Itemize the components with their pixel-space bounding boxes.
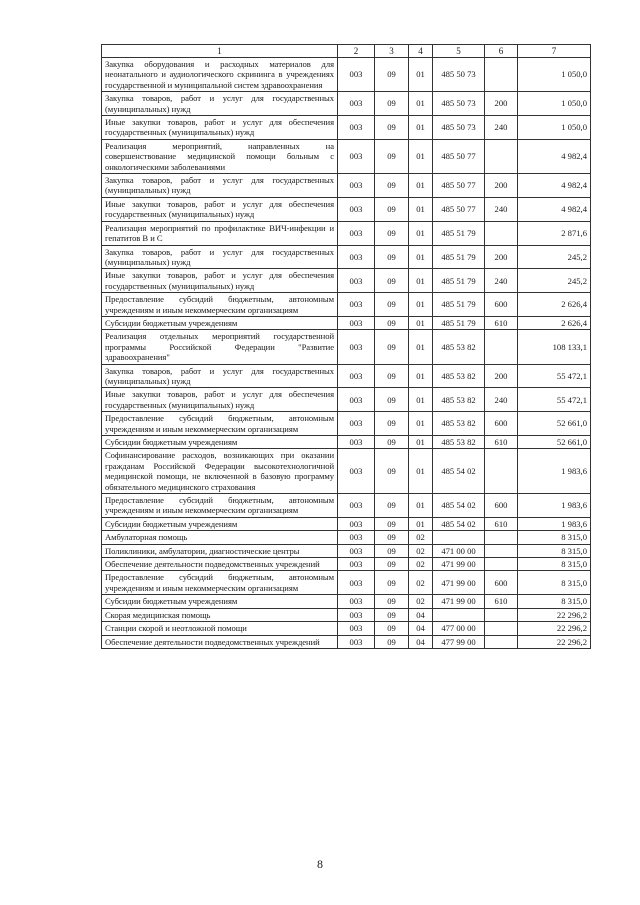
item-name-cell: Иные закупки товаров, работ и услуг для обеспечения государственных (муниципальных) нужд bbox=[102, 269, 338, 293]
subsection-code-cell: 02 bbox=[409, 595, 433, 608]
expense-type-code-cell: 240 bbox=[485, 269, 518, 293]
section-code-cell: 09 bbox=[375, 571, 409, 595]
subsection-code-cell: 01 bbox=[409, 412, 433, 436]
amount-cell: 1 050,0 bbox=[518, 116, 591, 140]
section-code-cell: 09 bbox=[375, 139, 409, 173]
table-row bbox=[102, 245, 591, 269]
item-name-cell: Реализация мероприятий по профилактике ВИЧ-инфекции и гепатитов В и С bbox=[102, 221, 338, 245]
expense-type-code-cell: 240 bbox=[485, 388, 518, 412]
item-name-cell: Иные закупки товаров, работ и услуг для обеспечения государственных (муниципальных) нужд bbox=[102, 116, 338, 140]
target-article-code-cell: 477 99 00 bbox=[433, 635, 485, 648]
table-row bbox=[102, 494, 591, 518]
column-number-row bbox=[102, 45, 591, 58]
subsection-code-cell: 02 bbox=[409, 558, 433, 571]
subsection-code-cell: 01 bbox=[409, 58, 433, 92]
subsection-code-cell: 01 bbox=[409, 197, 433, 221]
subsection-code-cell: 02 bbox=[409, 544, 433, 557]
item-name-cell: Субсидии бюджетным учреждениям bbox=[102, 316, 338, 329]
ministry-code-cell: 003 bbox=[338, 92, 375, 116]
expense-type-code-cell: 600 bbox=[485, 293, 518, 317]
amount-cell: 8 315,0 bbox=[518, 571, 591, 595]
target-article-code-cell: 471 99 00 bbox=[433, 595, 485, 608]
table-row bbox=[102, 364, 591, 388]
table-row bbox=[102, 436, 591, 449]
target-article-code-cell: 485 51 79 bbox=[433, 293, 485, 317]
col-header-7: 7 bbox=[518, 45, 591, 58]
subsection-code-cell: 01 bbox=[409, 92, 433, 116]
ministry-code-cell: 003 bbox=[338, 595, 375, 608]
amount-cell: 8 315,0 bbox=[518, 595, 591, 608]
expense-type-code-cell: 610 bbox=[485, 517, 518, 530]
item-name-cell: Софинансирование расходов, возникающих при оказании гражданам Российской Федерации высокотехнологичной медицинской помощи, не включенной в базовую программу обязательного медицинского страхования bbox=[102, 449, 338, 494]
target-article-code-cell bbox=[433, 608, 485, 621]
subsection-code-cell: 01 bbox=[409, 221, 433, 245]
target-article-code-cell: 485 50 77 bbox=[433, 139, 485, 173]
expense-type-code-cell bbox=[485, 330, 518, 364]
table-row bbox=[102, 595, 591, 608]
expense-type-code-cell: 240 bbox=[485, 197, 518, 221]
amount-cell: 22 296,2 bbox=[518, 635, 591, 648]
target-article-code-cell: 485 53 82 bbox=[433, 412, 485, 436]
section-code-cell: 09 bbox=[375, 412, 409, 436]
item-name-cell: Станции скорой и неотложной помощи bbox=[102, 622, 338, 635]
target-article-code-cell: 485 50 77 bbox=[433, 174, 485, 198]
expense-type-code-cell: 200 bbox=[485, 245, 518, 269]
amount-cell: 52 661,0 bbox=[518, 436, 591, 449]
expense-type-code-cell: 610 bbox=[485, 316, 518, 329]
section-code-cell: 09 bbox=[375, 494, 409, 518]
ministry-code-cell: 003 bbox=[338, 269, 375, 293]
amount-cell: 1 050,0 bbox=[518, 92, 591, 116]
page-number: 8 bbox=[317, 857, 323, 871]
ministry-code-cell: 003 bbox=[338, 364, 375, 388]
table-row bbox=[102, 316, 591, 329]
amount-cell: 22 296,2 bbox=[518, 608, 591, 621]
target-article-code-cell: 485 51 79 bbox=[433, 221, 485, 245]
ministry-code-cell: 003 bbox=[338, 58, 375, 92]
section-code-cell: 09 bbox=[375, 558, 409, 571]
item-name-cell: Реализация отдельных мероприятий государственной программы Российской Федерации "Развитие здравоохранения" bbox=[102, 330, 338, 364]
target-article-code-cell: 485 53 82 bbox=[433, 364, 485, 388]
ministry-code-cell: 003 bbox=[338, 293, 375, 317]
ministry-code-cell: 003 bbox=[338, 245, 375, 269]
subsection-code-cell: 02 bbox=[409, 571, 433, 595]
table-row bbox=[102, 221, 591, 245]
table-row bbox=[102, 571, 591, 595]
expense-type-code-cell bbox=[485, 449, 518, 494]
section-code-cell: 09 bbox=[375, 449, 409, 494]
table-row bbox=[102, 635, 591, 648]
expense-type-code-cell bbox=[485, 622, 518, 635]
amount-cell: 1 050,0 bbox=[518, 58, 591, 92]
subsection-code-cell: 01 bbox=[409, 245, 433, 269]
expense-type-code-cell bbox=[485, 635, 518, 648]
expense-type-code-cell bbox=[485, 58, 518, 92]
table-row bbox=[102, 558, 591, 571]
section-code-cell: 09 bbox=[375, 221, 409, 245]
subsection-code-cell: 01 bbox=[409, 517, 433, 530]
item-name-cell: Поликлиники, амбулатории, диагностические центры bbox=[102, 544, 338, 557]
target-article-code-cell: 485 54 02 bbox=[433, 494, 485, 518]
target-article-code-cell: 485 50 73 bbox=[433, 116, 485, 140]
target-article-code-cell: 485 50 77 bbox=[433, 197, 485, 221]
target-article-code-cell: 485 53 82 bbox=[433, 388, 485, 412]
subsection-code-cell: 01 bbox=[409, 293, 433, 317]
target-article-code-cell: 471 99 00 bbox=[433, 571, 485, 595]
subsection-code-cell: 01 bbox=[409, 494, 433, 518]
ministry-code-cell: 003 bbox=[338, 116, 375, 140]
target-article-code-cell: 485 53 82 bbox=[433, 436, 485, 449]
ministry-code-cell: 003 bbox=[338, 197, 375, 221]
amount-cell: 55 472,1 bbox=[518, 388, 591, 412]
ministry-code-cell: 003 bbox=[338, 635, 375, 648]
amount-cell: 245,2 bbox=[518, 245, 591, 269]
table-body bbox=[102, 58, 591, 649]
item-name-cell: Закупка товаров, работ и услуг для государственных (муниципальных) нужд bbox=[102, 174, 338, 198]
subsection-code-cell: 04 bbox=[409, 635, 433, 648]
table-row bbox=[102, 412, 591, 436]
expense-type-code-cell: 600 bbox=[485, 412, 518, 436]
target-article-code-cell: 485 51 79 bbox=[433, 316, 485, 329]
target-article-code-cell: 485 54 02 bbox=[433, 517, 485, 530]
amount-cell: 1 983,6 bbox=[518, 517, 591, 530]
amount-cell: 52 661,0 bbox=[518, 412, 591, 436]
amount-cell: 4 982,4 bbox=[518, 174, 591, 198]
item-name-cell: Иные закупки товаров, работ и услуг для обеспечения государственных (муниципальных) нужд bbox=[102, 197, 338, 221]
section-code-cell: 09 bbox=[375, 293, 409, 317]
section-code-cell: 09 bbox=[375, 364, 409, 388]
ministry-code-cell: 003 bbox=[338, 221, 375, 245]
col-header-1: 1 bbox=[102, 45, 338, 58]
expense-type-code-cell bbox=[485, 558, 518, 571]
section-code-cell: 09 bbox=[375, 245, 409, 269]
target-article-code-cell: 485 50 73 bbox=[433, 92, 485, 116]
col-header-3: 3 bbox=[375, 45, 409, 58]
table-row bbox=[102, 531, 591, 544]
item-name-cell: Закупка товаров, работ и услуг для государственных (муниципальных) нужд bbox=[102, 245, 338, 269]
table-row bbox=[102, 293, 591, 317]
target-article-code-cell bbox=[433, 531, 485, 544]
expense-type-code-cell: 240 bbox=[485, 116, 518, 140]
section-code-cell: 09 bbox=[375, 58, 409, 92]
table-row bbox=[102, 269, 591, 293]
expense-type-code-cell bbox=[485, 139, 518, 173]
amount-cell: 2 626,4 bbox=[518, 316, 591, 329]
ministry-code-cell: 003 bbox=[338, 388, 375, 412]
ministry-code-cell: 003 bbox=[338, 436, 375, 449]
amount-cell: 245,2 bbox=[518, 269, 591, 293]
item-name-cell: Обеспечение деятельности подведомственных учреждений bbox=[102, 558, 338, 571]
ministry-code-cell: 003 bbox=[338, 544, 375, 557]
ministry-code-cell: 003 bbox=[338, 558, 375, 571]
ministry-code-cell: 003 bbox=[338, 449, 375, 494]
subsection-code-cell: 01 bbox=[409, 316, 433, 329]
expense-type-code-cell bbox=[485, 544, 518, 557]
amount-cell: 8 315,0 bbox=[518, 558, 591, 571]
target-article-code-cell: 485 53 82 bbox=[433, 330, 485, 364]
expense-type-code-cell: 200 bbox=[485, 364, 518, 388]
amount-cell: 4 982,4 bbox=[518, 197, 591, 221]
section-code-cell: 09 bbox=[375, 595, 409, 608]
subsection-code-cell: 04 bbox=[409, 608, 433, 621]
subsection-code-cell: 01 bbox=[409, 330, 433, 364]
ministry-code-cell: 003 bbox=[338, 139, 375, 173]
ministry-code-cell: 003 bbox=[338, 531, 375, 544]
amount-cell: 1 983,6 bbox=[518, 494, 591, 518]
table-row bbox=[102, 449, 591, 494]
subsection-code-cell: 02 bbox=[409, 531, 433, 544]
section-code-cell: 09 bbox=[375, 436, 409, 449]
item-name-cell: Предоставление субсидий бюджетным, автономным учреждениям и иным некоммерческим организациям bbox=[102, 412, 338, 436]
ministry-code-cell: 003 bbox=[338, 174, 375, 198]
section-code-cell: 09 bbox=[375, 174, 409, 198]
item-name-cell: Предоставление субсидий бюджетным, автономным учреждениям и иным некоммерческим организациям bbox=[102, 571, 338, 595]
subsection-code-cell: 01 bbox=[409, 364, 433, 388]
item-name-cell: Закупка товаров, работ и услуг для государственных (муниципальных) нужд bbox=[102, 364, 338, 388]
section-code-cell: 09 bbox=[375, 316, 409, 329]
target-article-code-cell: 485 51 79 bbox=[433, 269, 485, 293]
ministry-code-cell: 003 bbox=[338, 622, 375, 635]
item-name-cell: Обеспечение деятельности подведомственных учреждений bbox=[102, 635, 338, 648]
table-row bbox=[102, 544, 591, 557]
item-name-cell: Амбулаторная помощь bbox=[102, 531, 338, 544]
budget-table-sheet bbox=[101, 44, 590, 649]
budget-table bbox=[101, 44, 591, 649]
subsection-code-cell: 01 bbox=[409, 174, 433, 198]
table-row bbox=[102, 608, 591, 621]
ministry-code-cell: 003 bbox=[338, 517, 375, 530]
section-code-cell: 09 bbox=[375, 635, 409, 648]
expense-type-code-cell: 200 bbox=[485, 92, 518, 116]
amount-cell: 1 983,6 bbox=[518, 449, 591, 494]
ministry-code-cell: 003 bbox=[338, 494, 375, 518]
table-row bbox=[102, 517, 591, 530]
expense-type-code-cell: 600 bbox=[485, 571, 518, 595]
amount-cell: 8 315,0 bbox=[518, 544, 591, 557]
amount-cell: 22 296,2 bbox=[518, 622, 591, 635]
table-row bbox=[102, 622, 591, 635]
section-code-cell: 09 bbox=[375, 330, 409, 364]
table-row bbox=[102, 174, 591, 198]
amount-cell: 108 133,1 bbox=[518, 330, 591, 364]
section-code-cell: 09 bbox=[375, 608, 409, 621]
ministry-code-cell: 003 bbox=[338, 330, 375, 364]
item-name-cell: Предоставление субсидий бюджетным, автономным учреждениям и иным некоммерческим организациям bbox=[102, 494, 338, 518]
section-code-cell: 09 bbox=[375, 531, 409, 544]
subsection-code-cell: 01 bbox=[409, 269, 433, 293]
section-code-cell: 09 bbox=[375, 622, 409, 635]
table-row bbox=[102, 330, 591, 364]
amount-cell: 2 871,6 bbox=[518, 221, 591, 245]
item-name-cell: Субсидии бюджетным учреждениям bbox=[102, 517, 338, 530]
col-header-6: 6 bbox=[485, 45, 518, 58]
section-code-cell: 09 bbox=[375, 544, 409, 557]
item-name-cell: Предоставление субсидий бюджетным, автономным учреждениям и иным некоммерческим организациям bbox=[102, 293, 338, 317]
col-header-2: 2 bbox=[338, 45, 375, 58]
table-row bbox=[102, 116, 591, 140]
item-name-cell: Закупка товаров, работ и услуг для государственных (муниципальных) нужд bbox=[102, 92, 338, 116]
table-row bbox=[102, 58, 591, 92]
expense-type-code-cell bbox=[485, 531, 518, 544]
expense-type-code-cell: 610 bbox=[485, 595, 518, 608]
subsection-code-cell: 01 bbox=[409, 388, 433, 412]
target-article-code-cell: 477 00 00 bbox=[433, 622, 485, 635]
expense-type-code-cell: 200 bbox=[485, 174, 518, 198]
ministry-code-cell: 003 bbox=[338, 316, 375, 329]
table-row bbox=[102, 388, 591, 412]
amount-cell: 4 982,4 bbox=[518, 139, 591, 173]
section-code-cell: 09 bbox=[375, 92, 409, 116]
target-article-code-cell: 485 50 73 bbox=[433, 58, 485, 92]
section-code-cell: 09 bbox=[375, 517, 409, 530]
expense-type-code-cell: 600 bbox=[485, 494, 518, 518]
table-row bbox=[102, 139, 591, 173]
target-article-code-cell: 471 00 00 bbox=[433, 544, 485, 557]
amount-cell: 8 315,0 bbox=[518, 531, 591, 544]
table-row bbox=[102, 197, 591, 221]
subsection-code-cell: 01 bbox=[409, 116, 433, 140]
item-name-cell: Закупка оборудования и расходных материалов для неонатального и аудиологического скрининга в учреждениях государственной и муниципальной систем здравоохранения bbox=[102, 58, 338, 92]
section-code-cell: 09 bbox=[375, 197, 409, 221]
expense-type-code-cell bbox=[485, 608, 518, 621]
table-row bbox=[102, 92, 591, 116]
col-header-5: 5 bbox=[433, 45, 485, 58]
expense-type-code-cell bbox=[485, 221, 518, 245]
subsection-code-cell: 04 bbox=[409, 622, 433, 635]
subsection-code-cell: 01 bbox=[409, 449, 433, 494]
item-name-cell: Субсидии бюджетным учреждениям bbox=[102, 436, 338, 449]
section-code-cell: 09 bbox=[375, 388, 409, 412]
item-name-cell: Субсидии бюджетным учреждениям bbox=[102, 595, 338, 608]
target-article-code-cell: 485 54 02 bbox=[433, 449, 485, 494]
ministry-code-cell: 003 bbox=[338, 608, 375, 621]
col-header-4: 4 bbox=[409, 45, 433, 58]
section-code-cell: 09 bbox=[375, 269, 409, 293]
target-article-code-cell: 485 51 79 bbox=[433, 245, 485, 269]
item-name-cell: Скорая медицинская помощь bbox=[102, 608, 338, 621]
expense-type-code-cell: 610 bbox=[485, 436, 518, 449]
ministry-code-cell: 003 bbox=[338, 412, 375, 436]
item-name-cell: Иные закупки товаров, работ и услуг для обеспечения государственных (муниципальных) нужд bbox=[102, 388, 338, 412]
subsection-code-cell: 01 bbox=[409, 436, 433, 449]
amount-cell: 2 626,4 bbox=[518, 293, 591, 317]
amount-cell: 55 472,1 bbox=[518, 364, 591, 388]
ministry-code-cell: 003 bbox=[338, 571, 375, 595]
target-article-code-cell: 471 99 00 bbox=[433, 558, 485, 571]
section-code-cell: 09 bbox=[375, 116, 409, 140]
item-name-cell: Реализация мероприятий, направленных на совершенствование медицинской помощи больным с онкологическими заболеваниями bbox=[102, 139, 338, 173]
subsection-code-cell: 01 bbox=[409, 139, 433, 173]
